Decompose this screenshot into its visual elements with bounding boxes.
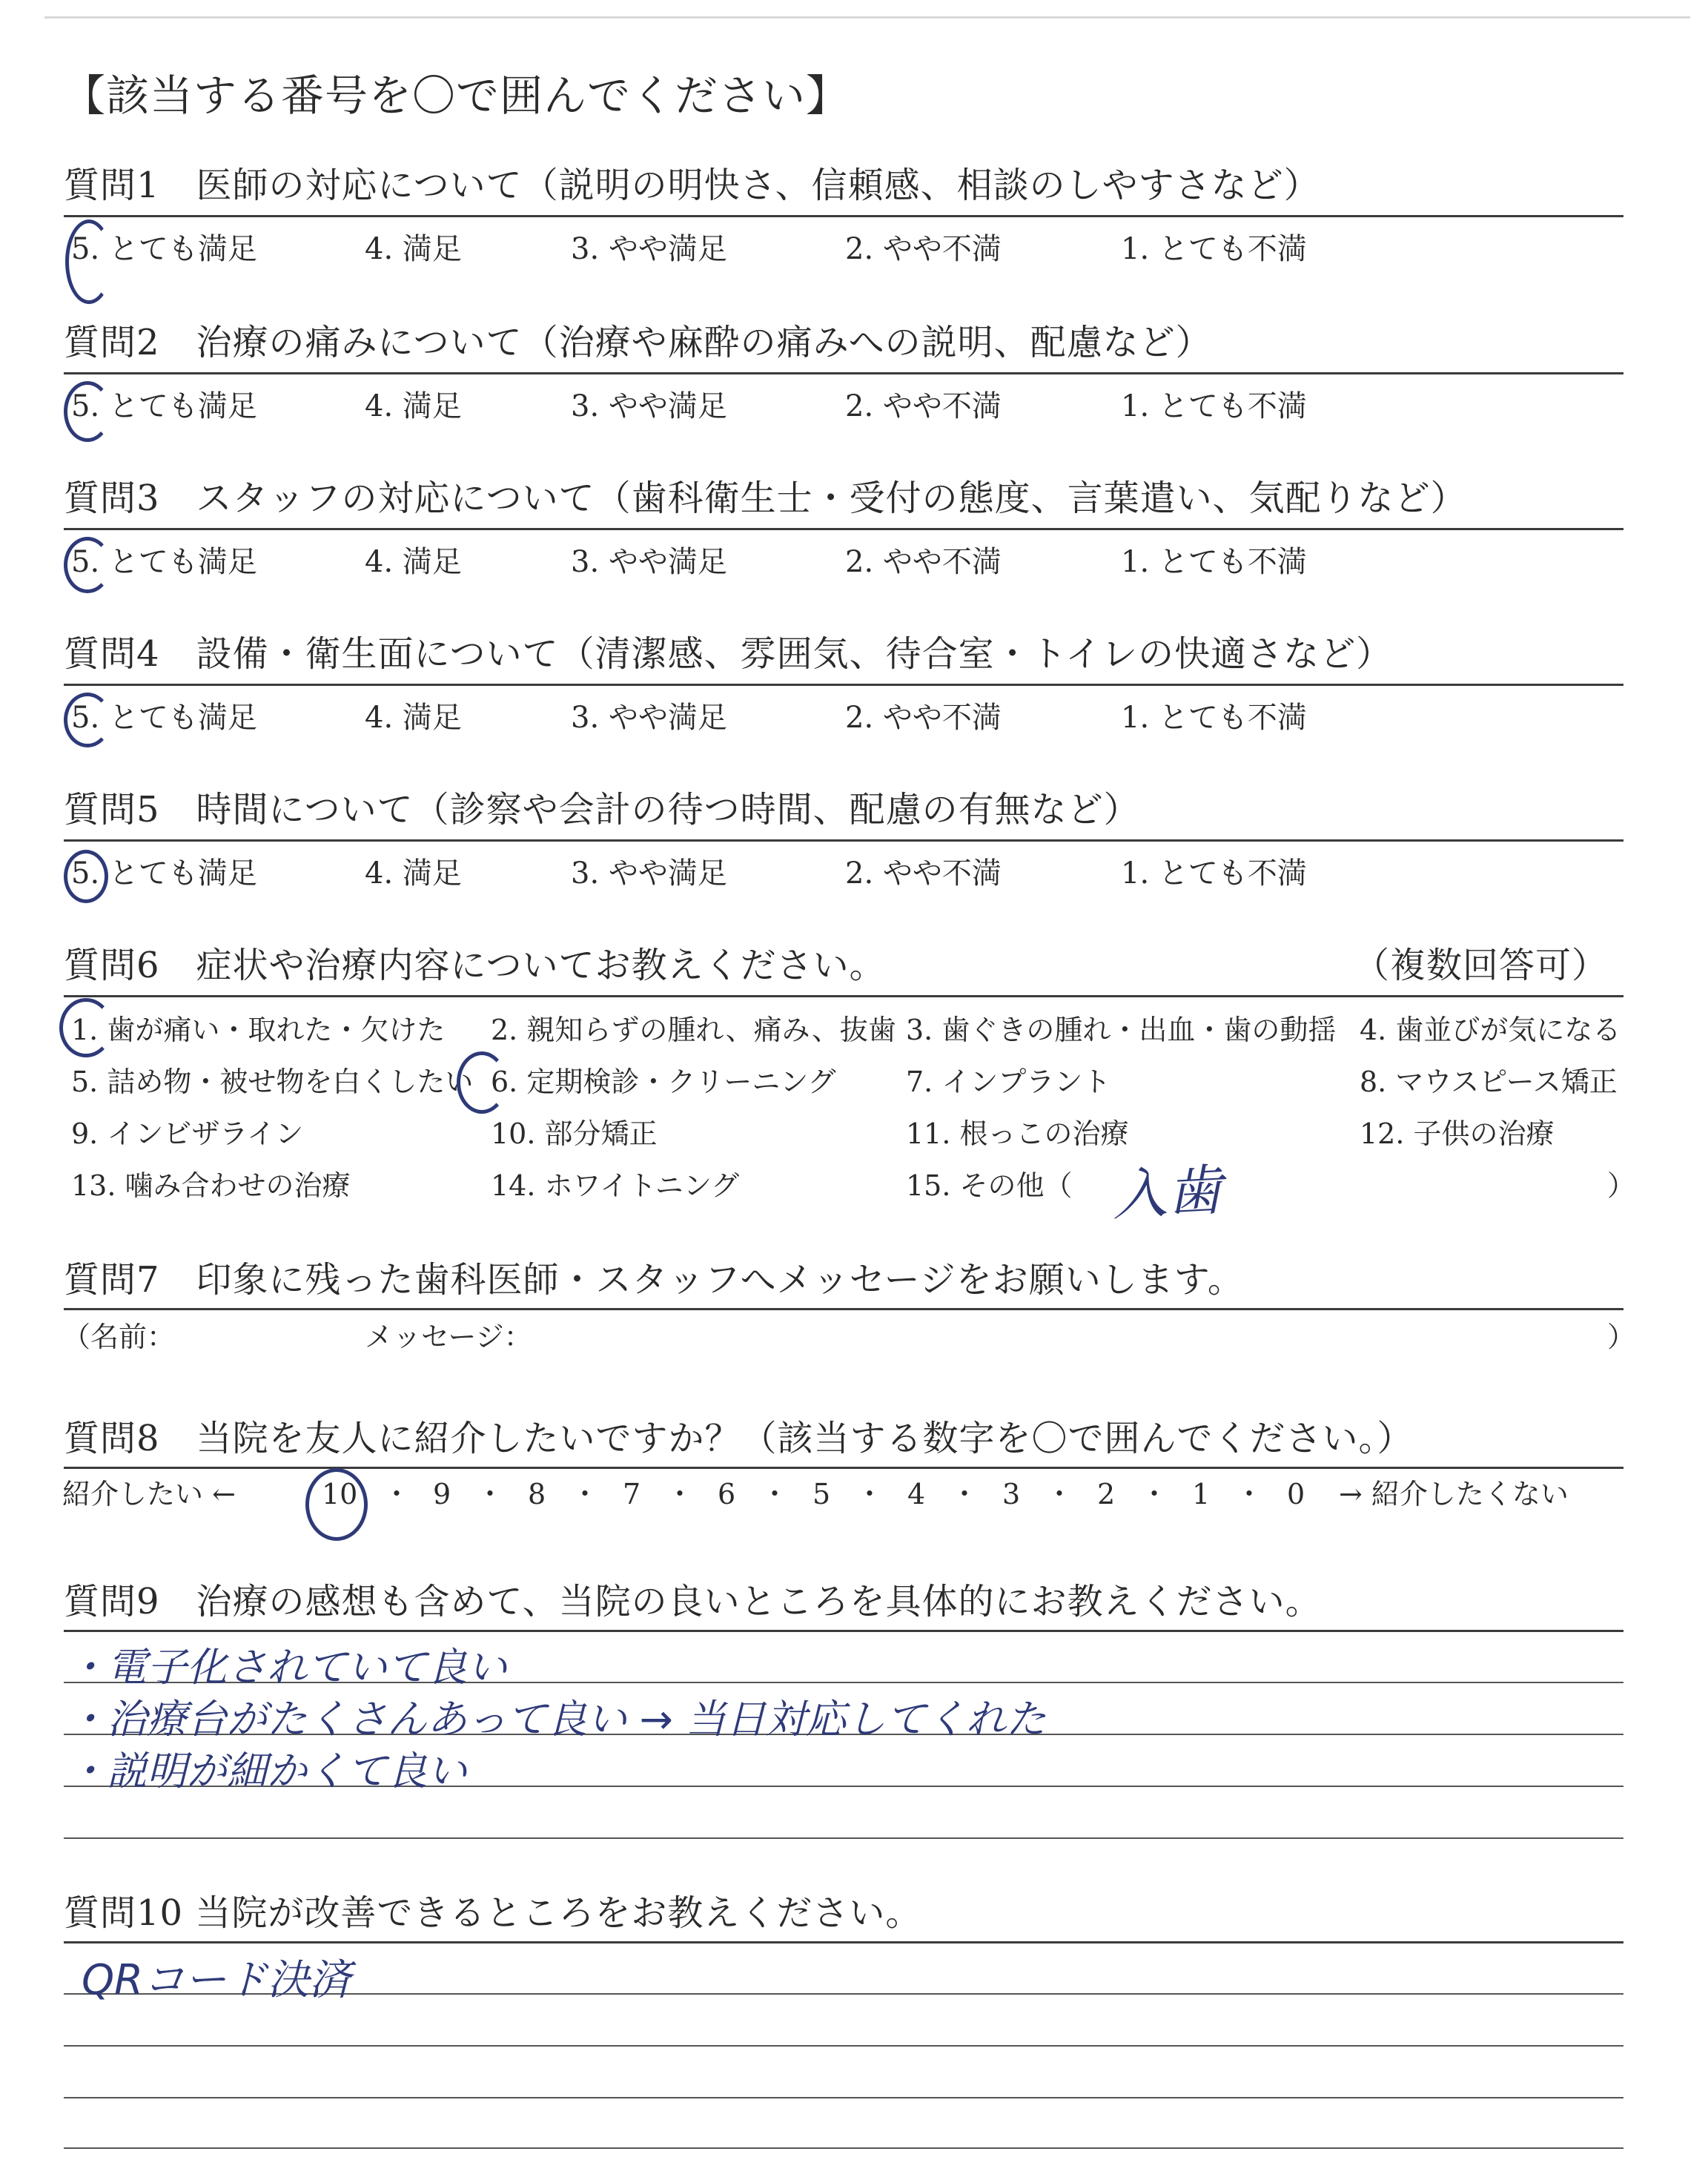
q1-option-4[interactable]: 4. 満足 — [365, 232, 462, 266]
q8-num-5[interactable]: 5 — [812, 1478, 831, 1510]
question-1: 質問1 医師の対応について（説明の明快さ、信頼感、相談のしやすさなど） — [64, 165, 1320, 206]
q8-right-label: → 紹介したくない — [1339, 1478, 1569, 1510]
question-10-rule — [64, 1941, 1623, 1943]
q10-answer-line-1: QRコード決済 — [82, 1956, 351, 2004]
q2-option-5[interactable]: 5. とても満足 — [71, 389, 257, 423]
q6-option-14[interactable]: 14. ホワイトニング — [491, 1169, 740, 1202]
q1-option-1[interactable]: 1. とても不満 — [1121, 232, 1307, 266]
q1-option-3[interactable]: 3. やや満足 — [571, 232, 727, 266]
answer-line — [64, 1837, 1623, 1839]
q8-num-4[interactable]: 4 — [907, 1478, 926, 1510]
q1-option-5[interactable]: 5. とても満足 — [71, 232, 257, 266]
q3-option-3[interactable]: 3. やや満足 — [571, 545, 727, 579]
q9-answer-line-2: ・治療台がたくさんあって良い → 当日対応してくれた — [67, 1696, 1047, 1743]
q5-option-4[interactable]: 4. 満足 — [365, 856, 462, 891]
question-9-rule — [64, 1630, 1623, 1632]
q3-option-1[interactable]: 1. とても不満 — [1121, 545, 1307, 579]
q8-dot: ・ — [571, 1478, 600, 1510]
scan-edge — [44, 16, 1690, 19]
q1-option-2[interactable]: 2. やや不満 — [845, 232, 1002, 266]
q3-option-5[interactable]: 5. とても満足 — [71, 545, 257, 579]
q6-option-6[interactable]: 6. 定期検診・クリーニング — [491, 1066, 836, 1098]
q5-option-5[interactable]: 5. とても満足 — [71, 856, 257, 891]
answer-line — [64, 2147, 1623, 2149]
q8-dot: ・ — [666, 1478, 695, 1510]
q8-num-2[interactable]: 2 — [1097, 1478, 1116, 1510]
q5-answer-circle — [64, 850, 108, 903]
q6-other-handwritten: 入歯 — [1110, 1158, 1224, 1228]
q4-option-5[interactable]: 5. とても満足 — [71, 701, 257, 735]
question-5: 質問5 時間について（診察や会計の待つ時間、配慮の有無など） — [64, 789, 1140, 830]
question-7: 質問7 印象に残った歯科医師・スタッフへメッセージをお願いします。 — [64, 1259, 1244, 1301]
q5-option-1[interactable]: 1. とても不満 — [1121, 856, 1307, 891]
q4-option-3[interactable]: 3. やや満足 — [571, 701, 727, 735]
q6-option-7[interactable]: 7. インプラント — [906, 1066, 1111, 1098]
q8-dot: ・ — [855, 1478, 884, 1510]
q2-option-1[interactable]: 1. とても不満 — [1121, 389, 1307, 423]
q9-answer-line-3: ・説明が細かくて良い — [67, 1748, 467, 1794]
q4-option-4[interactable]: 4. 満足 — [365, 701, 462, 735]
question-2-rule — [64, 372, 1623, 374]
q8-num-0[interactable]: 0 — [1287, 1478, 1305, 1510]
q6-option-15[interactable]: 15. その他（ — [906, 1169, 1073, 1202]
answer-line — [64, 2097, 1623, 2098]
question-4: 質問4 設備・衛生面について（清潔感、雰囲気、待合室・トイレの快適さなど） — [64, 633, 1393, 675]
q6-option-13[interactable]: 13. 噛み合わせの治療 — [71, 1169, 351, 1202]
q6-option-8[interactable]: 8. マウスピース矯正 — [1360, 1066, 1618, 1098]
q8-num-10[interactable]: 10 — [322, 1478, 358, 1510]
q6-other-close: ） — [1607, 1169, 1636, 1202]
q1-answer-circle — [65, 219, 113, 304]
q8-num-3[interactable]: 3 — [1002, 1478, 1021, 1510]
q2-option-2[interactable]: 2. やや不満 — [845, 389, 1002, 423]
q6-option-11[interactable]: 11. 根っこの治療 — [906, 1117, 1129, 1150]
q6-answer-circle-1 — [59, 998, 113, 1057]
q8-dot: ・ — [1235, 1478, 1264, 1510]
q8-left-label: 紹介したい ← — [62, 1478, 236, 1510]
question-4-rule — [64, 684, 1623, 686]
q8-dot: ・ — [476, 1478, 505, 1510]
q2-option-3[interactable]: 3. やや満足 — [571, 389, 727, 423]
q6-option-5[interactable]: 5. 詰め物・被せ物を白くしたい — [71, 1066, 474, 1098]
question-6: 質問6 症状や治療内容についてお教えください。 — [64, 945, 886, 986]
q3-option-2[interactable]: 2. やや不満 — [845, 545, 1002, 579]
q8-dot: ・ — [1140, 1478, 1169, 1510]
q8-num-8[interactable]: 8 — [528, 1478, 546, 1510]
question-8: 質問8 当院を友人に紹介したいですか？（該当する数字を〇で囲んでください。） — [64, 1418, 1414, 1459]
question-3: 質問3 スタッフの対応について（歯科衛生士・受付の態度、言葉遣い、気配りなど） — [64, 478, 1467, 519]
answer-line — [64, 2045, 1623, 2047]
q6-option-4[interactable]: 4. 歯並びが気になる — [1360, 1014, 1621, 1046]
q8-dot: ・ — [761, 1478, 790, 1510]
q2-option-4[interactable]: 4. 満足 — [365, 389, 462, 423]
q2-answer-circle — [64, 381, 111, 442]
q3-option-4[interactable]: 4. 満足 — [365, 545, 462, 579]
question-5-rule — [64, 839, 1623, 842]
question-2: 質問2 治療の痛みについて（治療や麻酔の痛みへの説明、配慮など） — [64, 322, 1212, 363]
question-9: 質問9 治療の感想も含めて、当院の良いところを具体的にお教えください。 — [64, 1581, 1322, 1622]
q6-option-9[interactable]: 9. インビザライン — [71, 1117, 304, 1150]
question-1-rule — [64, 215, 1623, 217]
q6-option-12[interactable]: 12. 子供の治療 — [1360, 1117, 1555, 1150]
q8-num-9[interactable]: 9 — [433, 1478, 451, 1510]
q8-num-7[interactable]: 7 — [623, 1478, 641, 1510]
q7-name-label: （名前： — [62, 1321, 176, 1353]
q9-answer-line-1: ・電子化されていて良い — [67, 1644, 507, 1691]
q6-option-1[interactable]: 1. 歯が痛い・取れた・欠けた — [71, 1014, 446, 1046]
question-7-rule — [64, 1308, 1623, 1310]
q4-option-2[interactable]: 2. やや不満 — [845, 701, 1002, 735]
question-8-rule — [64, 1467, 1623, 1469]
q6-answer-circle-6 — [457, 1051, 507, 1114]
q7-message-label: メッセージ： — [365, 1321, 532, 1353]
question-10: 質問10 当院が改善できるところをお教えください。 — [64, 1892, 922, 1934]
q4-answer-circle — [64, 693, 111, 747]
q6-option-3[interactable]: 3. 歯ぐきの腫れ・出血・歯の動揺 — [906, 1014, 1337, 1046]
q5-option-3[interactable]: 3. やや満足 — [571, 856, 727, 891]
q7-close: ） — [1607, 1321, 1636, 1353]
q4-option-1[interactable]: 1. とても不満 — [1121, 701, 1307, 735]
q8-dot: ・ — [383, 1478, 411, 1510]
question-6-note: （複数回答可） — [1354, 945, 1609, 986]
page-title: 【該当する番号を〇で囲んでください】 — [62, 70, 850, 121]
q8-num-1[interactable]: 1 — [1192, 1478, 1211, 1510]
q8-num-6[interactable]: 6 — [718, 1478, 736, 1510]
q6-option-10[interactable]: 10. 部分矯正 — [491, 1117, 658, 1150]
q8-dot: ・ — [950, 1478, 979, 1510]
question-3-rule — [64, 528, 1623, 530]
q8-answer-circle — [305, 1468, 368, 1541]
q5-option-2[interactable]: 2. やや不満 — [845, 856, 1002, 891]
q3-answer-circle — [64, 537, 111, 593]
q6-option-2[interactable]: 2. 親知らずの腫れ、痛み、抜歯 — [491, 1014, 896, 1046]
question-6-rule — [64, 995, 1623, 997]
q8-dot: ・ — [1045, 1478, 1074, 1510]
